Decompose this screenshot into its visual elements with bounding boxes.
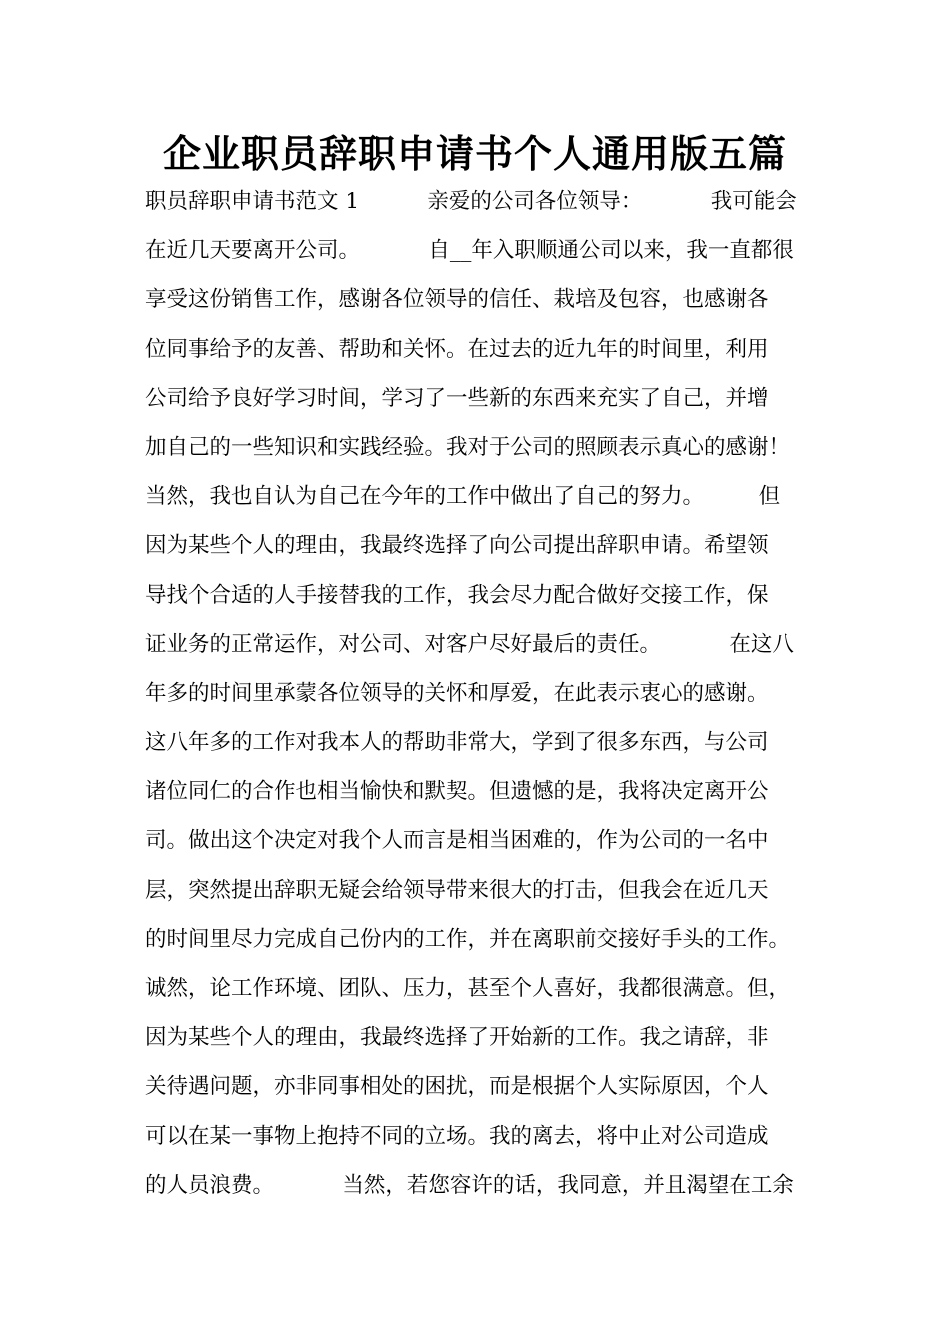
body-line: 关待遇问题，亦非同事相处的困扰，而是根据个人实际原因，个人 bbox=[145, 1074, 769, 1100]
body-line: 因为某些个人的理由，我最终选择了开始新的工作。我之请辞，非 bbox=[145, 1025, 769, 1051]
body-line: 层，突然提出辞职无疑会给领导带来很大的打击，但我会在近几天 bbox=[145, 877, 769, 903]
body-line: 的人员浪费。 当然，若您容许的话，我同意，并且渴望在工余 bbox=[145, 1172, 794, 1198]
document-body bbox=[145, 177, 810, 1210]
body-line: 的时间里尽力完成自己份内的工作，并在离职前交接好手头的工作。 bbox=[145, 926, 791, 952]
body-line: 因为某些个人的理由，我最终选择了向公司提出辞职申请。希望领 bbox=[145, 533, 769, 559]
body-line: 享受这份销售工作，感谢各位领导的信任、栽培及包容，也感谢各 bbox=[145, 287, 769, 313]
body-line: 导找个合适的人手接替我的工作，我会尽力配合做好交接工作，保 bbox=[145, 582, 769, 608]
body-line: 职员辞职申请书范文 1 亲爱的公司各位领导： 我可能会 bbox=[145, 189, 797, 214]
body-line: 证业务的正常运作，对公司、对客户尽好最后的责任。 在这八 bbox=[145, 631, 794, 657]
body-line: 诚然，论工作环境、团队、压力，甚至个人喜好，我都很满意。但， bbox=[145, 976, 791, 1001]
document-title: 企业职员辞职申请书个人通用版五篇 bbox=[162, 132, 787, 176]
body-line: 当然，我也自认为自己在今年的工作中做出了自己的努力。 但 bbox=[145, 484, 781, 510]
body-line: 可以在某一事物上抱持不同的立场。我的离去，将中止对公司造成 bbox=[145, 1123, 769, 1149]
body-line: 年多的时间里承蒙各位领导的关怀和厚爱，在此表示衷心的感谢。 bbox=[145, 680, 769, 706]
body-line: 公司给予良好学习时间，学习了一些新的东西来充实了自己，并增 bbox=[145, 385, 769, 411]
body-line: 位同事给予的友善、帮助和关怀。在过去的近九年的时间里，利用 bbox=[145, 336, 769, 362]
body-line: 加自己的一些知识和实践经验。我对于公司的照顾表示真心的感谢！ bbox=[145, 434, 791, 460]
body-line: 诸位同仁的合作也相当愉快和默契。但遗憾的是，我将决定离开公 bbox=[145, 779, 769, 805]
body-line: 司。做出这个决定对我个人而言是相当困难的，作为公司的一名中 bbox=[145, 828, 769, 854]
body-line: 这八年多的工作对我本人的帮助非常大，学到了很多东西，与公司 bbox=[145, 730, 769, 756]
body-line: 在近几天要离开公司。 自__年入职顺通公司以来，我一直都很 bbox=[145, 238, 794, 264]
